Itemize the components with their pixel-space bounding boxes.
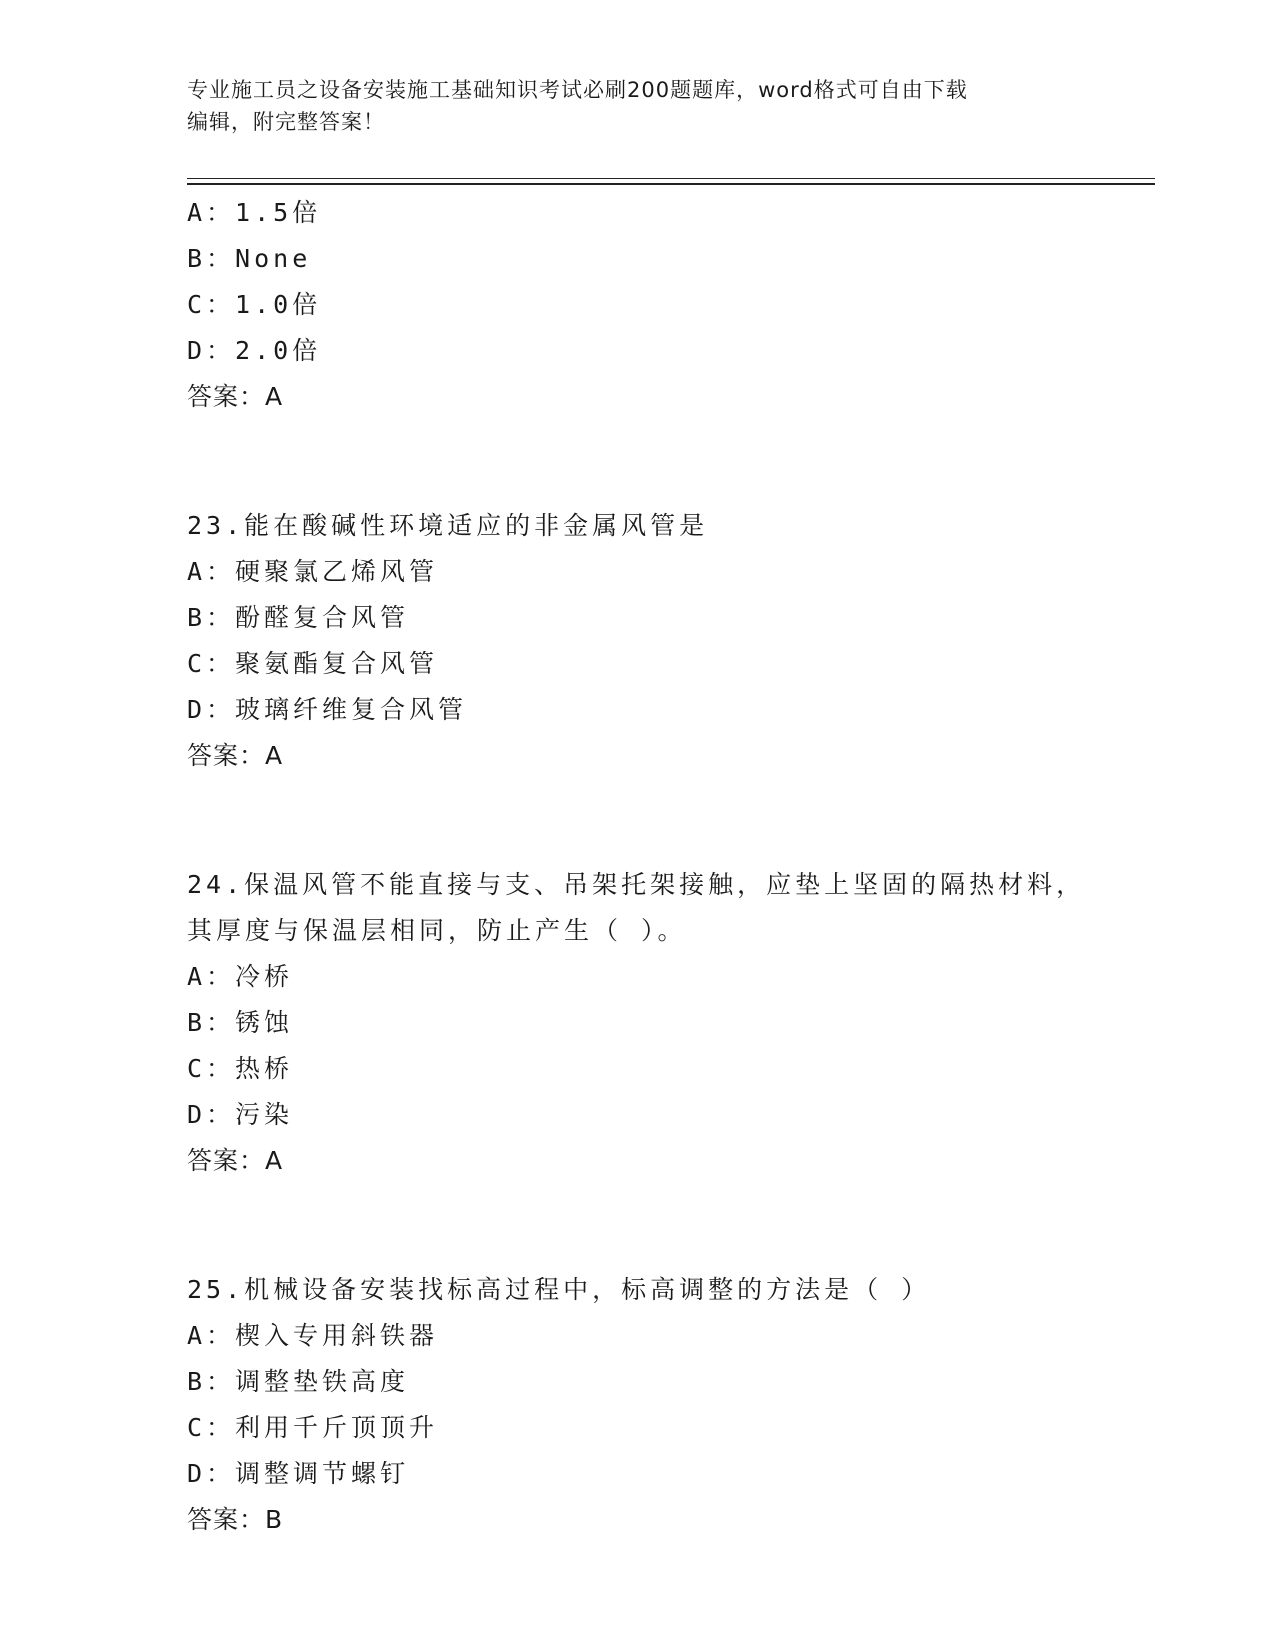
- document-header: [187, 74, 1087, 138]
- question-stem: 23.能在酸碱性环境适应的非金属风管是: [187, 511, 709, 540]
- option-d: D：玻璃纤维复合风管: [187, 695, 468, 724]
- spacer: [187, 779, 1155, 862]
- option-d: D：调整调节螺钉: [187, 1459, 410, 1488]
- spacer: [187, 420, 1155, 503]
- question-stem-line-2: 其厚度与保温层相同，防止产生（ ）。: [187, 916, 687, 945]
- question-block-25: [187, 1267, 1155, 1543]
- option-c: C：热桥: [187, 1054, 294, 1083]
- header-title-line-1: 专业施工员之设备安装施工基础知识考试必刷200题题库，word格式可自由下载: [187, 78, 968, 102]
- questions-content: [187, 190, 1155, 1543]
- question-block-prev: [187, 190, 1155, 420]
- option-c: C：1.0倍: [187, 290, 322, 319]
- header-divider-thin: [187, 178, 1155, 179]
- option-a: A：1.5倍: [187, 198, 322, 227]
- option-c: C：聚氨酯复合风管: [187, 649, 439, 678]
- header-title-line-2: 编辑，附完整答案！: [187, 110, 385, 134]
- question-stem-line-1: 24.保温风管不能直接与支、吊架托架接触，应垫上坚固的隔热材料，: [187, 870, 1086, 899]
- answer-line: 答案：A: [187, 382, 284, 411]
- spacer: [187, 1184, 1155, 1267]
- option-d: D：2.0倍: [187, 336, 322, 365]
- option-a: A：楔入专用斜铁器: [187, 1321, 439, 1350]
- option-a: A：冷桥: [187, 962, 294, 991]
- question-block-24: [187, 862, 1155, 1184]
- answer-line: 答案：B: [187, 1505, 284, 1534]
- option-a: A：硬聚氯乙烯风管: [187, 557, 439, 586]
- answer-line: 答案：A: [187, 741, 284, 770]
- option-b: B：锈蚀: [187, 1008, 294, 1037]
- option-c: C：利用千斤顶顶升: [187, 1413, 439, 1442]
- header-divider-thick: [187, 183, 1155, 185]
- answer-line: 答案：A: [187, 1146, 284, 1175]
- option-b: B：调整垫铁高度: [187, 1367, 410, 1396]
- option-b: B：酚醛复合风管: [187, 603, 410, 632]
- question-block-23: [187, 503, 1155, 779]
- option-d: D：污染: [187, 1100, 294, 1129]
- question-stem: 25.机械设备安装找标高过程中，标高调整的方法是（ ）: [187, 1275, 931, 1304]
- option-b: B：None: [187, 244, 312, 273]
